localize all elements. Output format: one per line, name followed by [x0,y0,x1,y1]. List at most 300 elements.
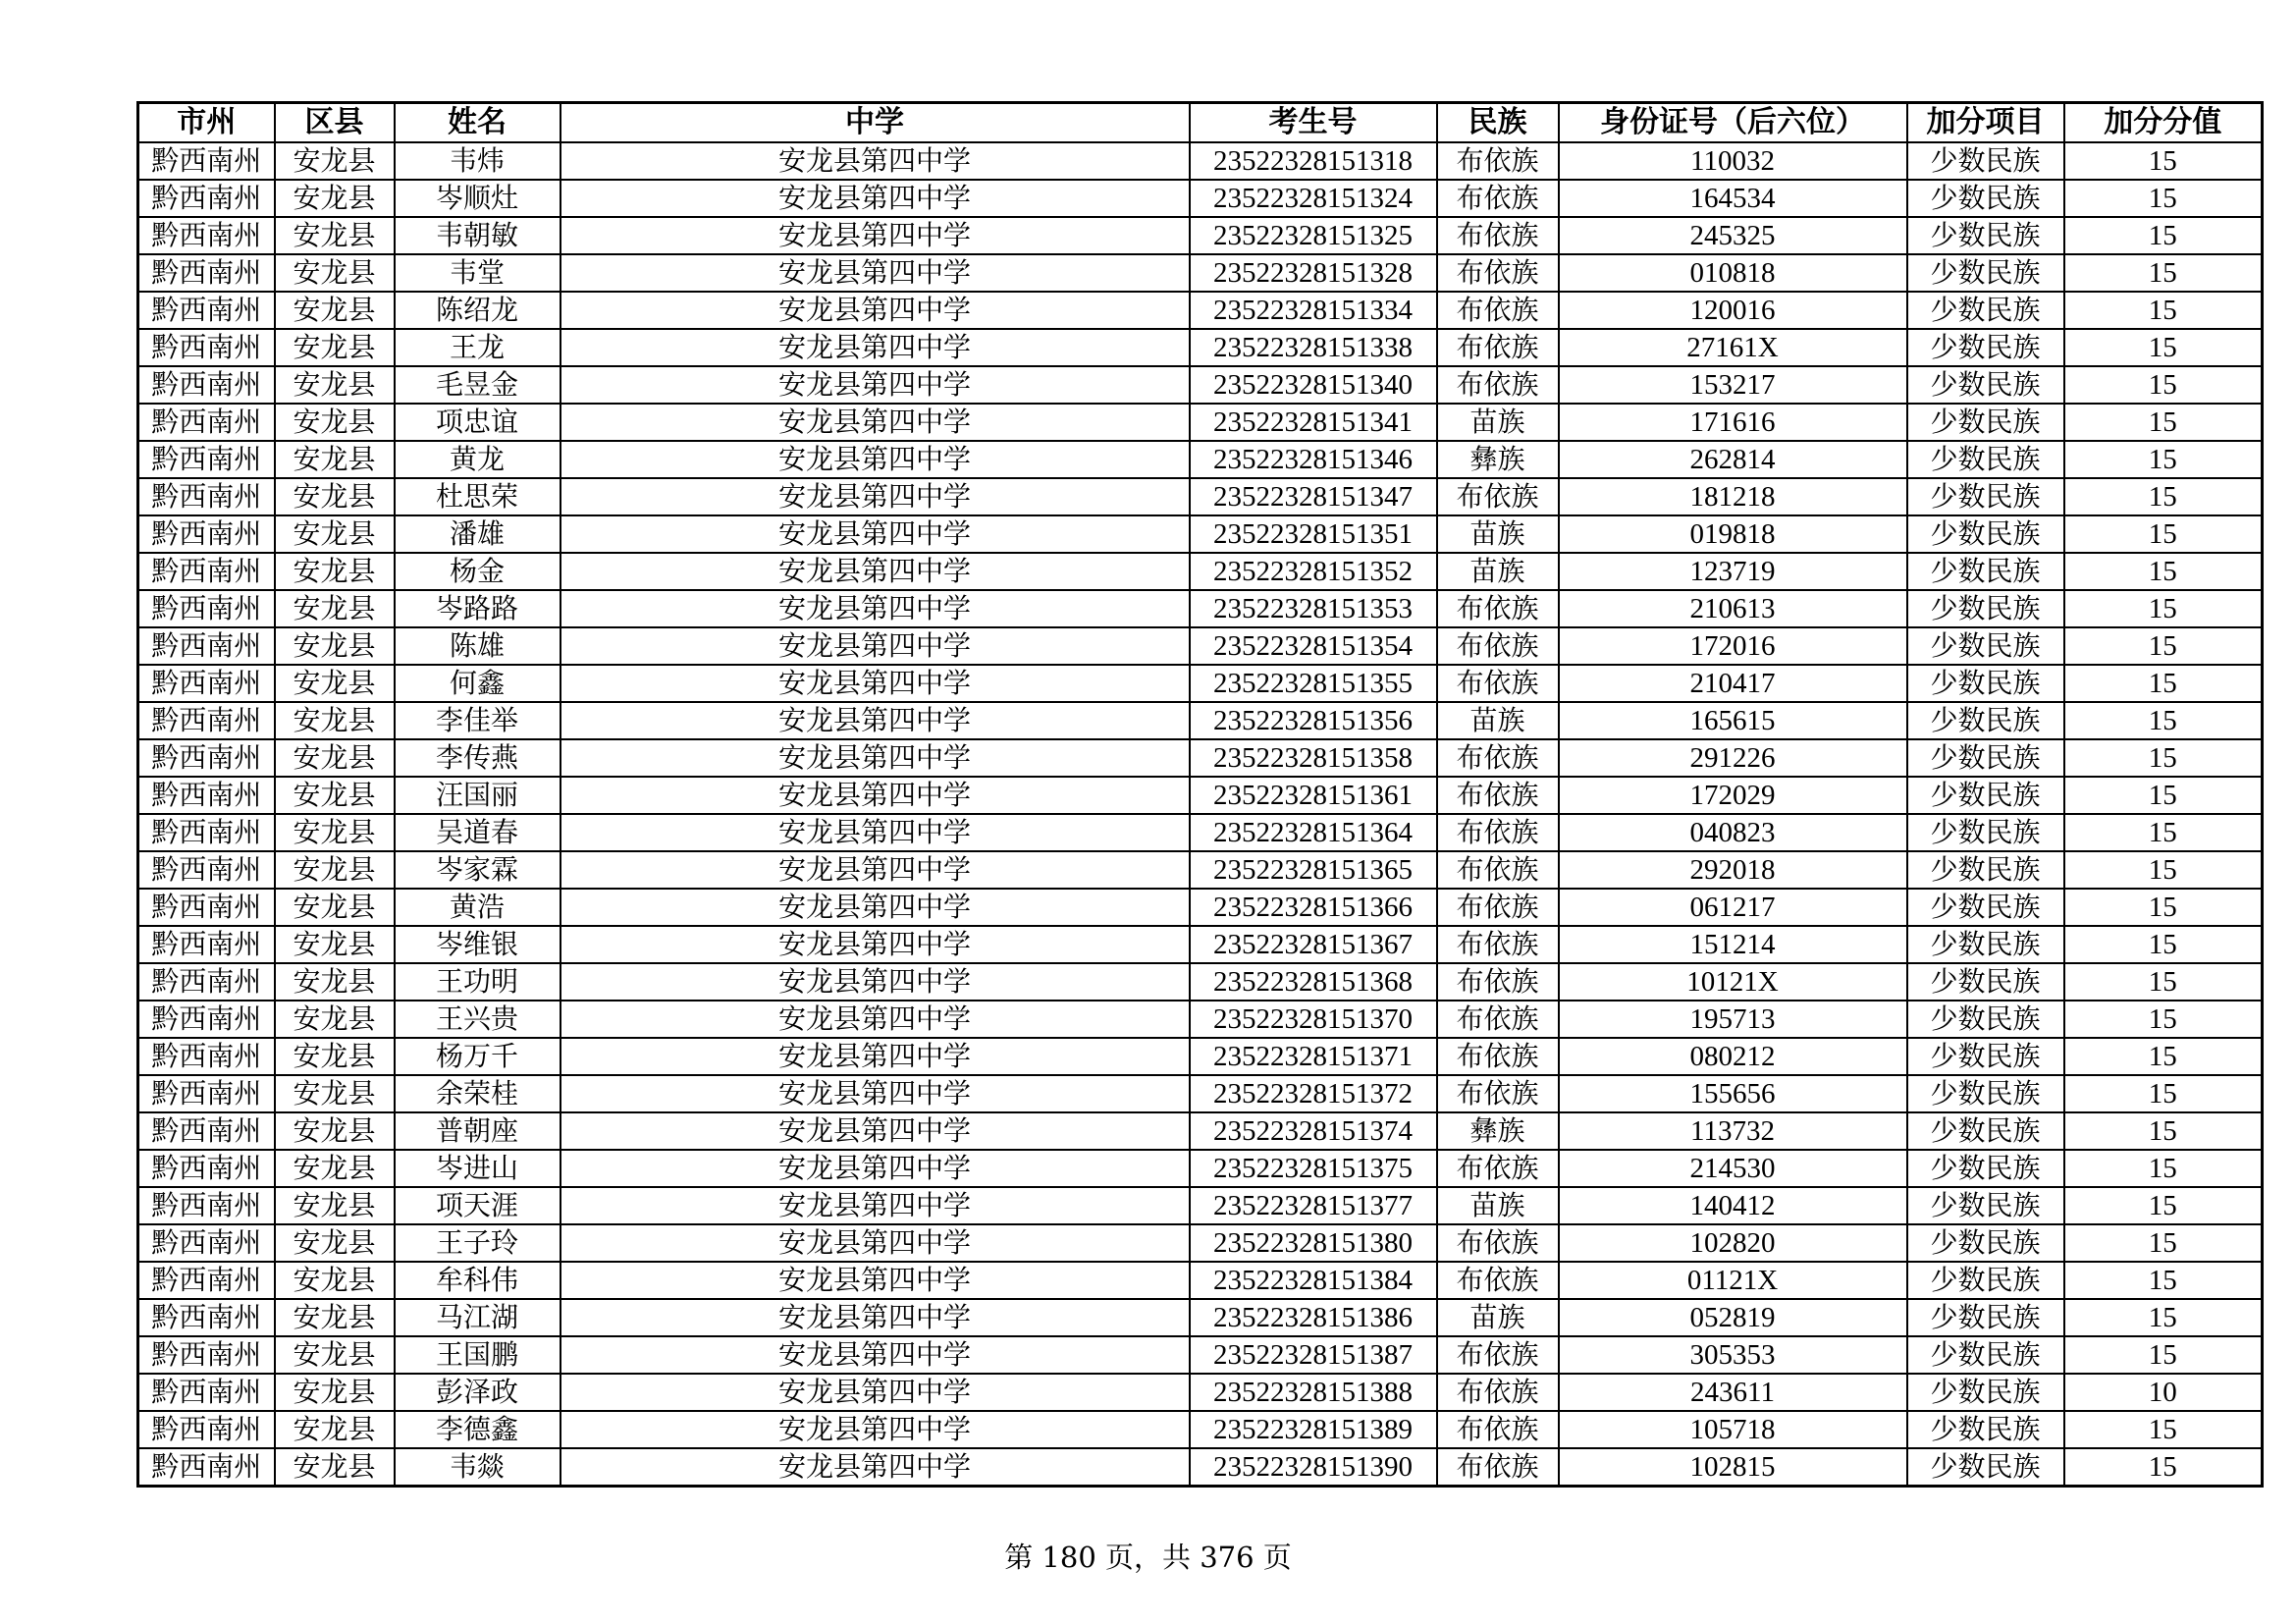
cell-county: 安龙县 [275,1299,395,1336]
cell-city: 黔西南州 [138,851,275,889]
cell-city: 黔西南州 [138,1224,275,1262]
cell-bonus-item: 少数民族 [1907,254,2064,292]
cell-ethnicity: 布依族 [1437,1262,1559,1299]
cell-bonus-points: 15 [2064,292,2263,329]
cell-school: 安龙县第四中学 [561,404,1190,441]
table-row [138,1038,2263,1075]
cell-id-last-six: 140412 [1559,1187,1907,1224]
cell-school: 安龙县第四中学 [561,1448,1190,1487]
cell-county: 安龙县 [275,1374,395,1411]
cell-ethnicity: 布依族 [1437,1448,1559,1487]
table-row [138,441,2263,478]
table-row [138,1336,2263,1374]
cell-exam-number: 23522328151338 [1190,329,1437,366]
cell-id-last-six: 165615 [1559,702,1907,739]
cell-city: 黔西南州 [138,1374,275,1411]
cell-exam-number: 23522328151318 [1190,142,1437,180]
cell-id-last-six: 27161X [1559,329,1907,366]
cell-bonus-points: 15 [2064,553,2263,590]
cell-bonus-item: 少数民族 [1907,292,2064,329]
cell-exam-number: 23522328151386 [1190,1299,1437,1336]
cell-bonus-item: 少数民族 [1907,590,2064,627]
cell-exam-number: 23522328151375 [1190,1150,1437,1187]
cell-exam-number: 23522328151384 [1190,1262,1437,1299]
cell-city: 黔西南州 [138,515,275,553]
cell-exam-number: 23522328151353 [1190,590,1437,627]
cell-county: 安龙县 [275,478,395,515]
cell-county: 安龙县 [275,1411,395,1448]
cell-bonus-points: 15 [2064,180,2263,217]
table-row [138,1224,2263,1262]
cell-ethnicity: 布依族 [1437,142,1559,180]
cell-county: 安龙县 [275,553,395,590]
cell-bonus-points: 15 [2064,777,2263,814]
column-header-city: 市州 [138,103,275,143]
cell-exam-number: 23522328151364 [1190,814,1437,851]
cell-county: 安龙县 [275,515,395,553]
cell-name: 汪国丽 [395,777,561,814]
cell-bonus-item: 少数民族 [1907,1001,2064,1038]
cell-bonus-item: 少数民族 [1907,665,2064,702]
cell-county: 安龙县 [275,1001,395,1038]
cell-name: 岑顺灶 [395,180,561,217]
cell-id-last-six: 080212 [1559,1038,1907,1075]
cell-exam-number: 23522328151380 [1190,1224,1437,1262]
cell-ethnicity: 布依族 [1437,851,1559,889]
cell-bonus-points: 15 [2064,404,2263,441]
cell-school: 安龙县第四中学 [561,142,1190,180]
cell-id-last-six: 245325 [1559,217,1907,254]
table-row [138,1262,2263,1299]
cell-id-last-six: 195713 [1559,1001,1907,1038]
cell-school: 安龙县第四中学 [561,1374,1190,1411]
cell-bonus-points: 15 [2064,1411,2263,1448]
cell-ethnicity: 布依族 [1437,254,1559,292]
cell-name: 李佳举 [395,702,561,739]
cell-ethnicity: 布依族 [1437,1001,1559,1038]
cell-school: 安龙县第四中学 [561,1038,1190,1075]
cell-ethnicity: 布依族 [1437,777,1559,814]
cell-city: 黔西南州 [138,739,275,777]
cell-city: 黔西南州 [138,1187,275,1224]
cell-bonus-item: 少数民族 [1907,1224,2064,1262]
cell-id-last-six: 102815 [1559,1448,1907,1487]
cell-bonus-points: 15 [2064,1150,2263,1187]
cell-ethnicity: 布依族 [1437,627,1559,665]
cell-ethnicity: 布依族 [1437,217,1559,254]
cell-ethnicity: 布依族 [1437,366,1559,404]
cell-ethnicity: 布依族 [1437,1150,1559,1187]
cell-bonus-points: 15 [2064,329,2263,366]
cell-county: 安龙县 [275,1075,395,1112]
cell-school: 安龙县第四中学 [561,1224,1190,1262]
cell-school: 安龙县第四中学 [561,814,1190,851]
cell-city: 黔西南州 [138,366,275,404]
table-row [138,1001,2263,1038]
cell-ethnicity: 彝族 [1437,441,1559,478]
column-header-bonus-points: 加分分值 [2064,103,2263,143]
cell-city: 黔西南州 [138,1448,275,1487]
cell-county: 安龙县 [275,329,395,366]
cell-name: 彭泽政 [395,1374,561,1411]
cell-bonus-points: 15 [2064,739,2263,777]
cell-bonus-points: 15 [2064,1299,2263,1336]
cell-bonus-points: 15 [2064,1112,2263,1150]
cell-name: 陈绍龙 [395,292,561,329]
cell-school: 安龙县第四中学 [561,329,1190,366]
cell-name: 项天涯 [395,1187,561,1224]
cell-id-last-six: 171616 [1559,404,1907,441]
cell-bonus-points: 10 [2064,1374,2263,1411]
cell-id-last-six: 164534 [1559,180,1907,217]
cell-id-last-six: 120016 [1559,292,1907,329]
cell-name: 岑路路 [395,590,561,627]
cell-name: 王兴贵 [395,1001,561,1038]
column-header-id-last-six: 身份证号（后六位） [1559,103,1907,143]
cell-bonus-item: 少数民族 [1907,1448,2064,1487]
cell-bonus-points: 15 [2064,1038,2263,1075]
cell-bonus-item: 少数民族 [1907,478,2064,515]
cell-county: 安龙县 [275,254,395,292]
cell-bonus-item: 少数民族 [1907,1038,2064,1075]
cell-county: 安龙县 [275,180,395,217]
cell-name: 牟科伟 [395,1262,561,1299]
cell-id-last-six: 305353 [1559,1336,1907,1374]
cell-city: 黔西南州 [138,1336,275,1374]
column-header-exam-number: 考生号 [1190,103,1437,143]
cell-school: 安龙县第四中学 [561,180,1190,217]
cell-bonus-points: 15 [2064,926,2263,963]
cell-name: 李传燕 [395,739,561,777]
cell-id-last-six: 172029 [1559,777,1907,814]
cell-id-last-six: 210613 [1559,590,1907,627]
table-row [138,1075,2263,1112]
cell-id-last-six: 040823 [1559,814,1907,851]
column-header-county: 区县 [275,103,395,143]
table-row [138,702,2263,739]
cell-exam-number: 23522328151325 [1190,217,1437,254]
cell-bonus-item: 少数民族 [1907,739,2064,777]
cell-school: 安龙县第四中学 [561,553,1190,590]
cell-city: 黔西南州 [138,553,275,590]
cell-id-last-six: 01121X [1559,1262,1907,1299]
cell-exam-number: 23522328151334 [1190,292,1437,329]
cell-school: 安龙县第四中学 [561,590,1190,627]
table-row [138,926,2263,963]
cell-county: 安龙县 [275,142,395,180]
cell-county: 安龙县 [275,851,395,889]
cell-exam-number: 23522328151356 [1190,702,1437,739]
bonus-points-table [136,101,2264,1488]
column-header-name: 姓名 [395,103,561,143]
cell-bonus-points: 15 [2064,1224,2263,1262]
cell-exam-number: 23522328151346 [1190,441,1437,478]
cell-name: 黄龙 [395,441,561,478]
page-number-footer: 第 180 页，共 376 页 [1004,1541,1292,1574]
cell-city: 黔西南州 [138,217,275,254]
cell-bonus-item: 少数民族 [1907,366,2064,404]
cell-exam-number: 23522328151347 [1190,478,1437,515]
cell-id-last-six: 113732 [1559,1112,1907,1150]
cell-name: 杜思荣 [395,478,561,515]
cell-bonus-item: 少数民族 [1907,1187,2064,1224]
cell-name: 王功明 [395,963,561,1001]
cell-school: 安龙县第四中学 [561,1001,1190,1038]
cell-city: 黔西南州 [138,329,275,366]
cell-exam-number: 23522328151367 [1190,926,1437,963]
cell-ethnicity: 布依族 [1437,1411,1559,1448]
cell-ethnicity: 苗族 [1437,702,1559,739]
cell-name: 马江湖 [395,1299,561,1336]
cell-county: 安龙县 [275,292,395,329]
cell-id-last-six: 210417 [1559,665,1907,702]
cell-school: 安龙县第四中学 [561,1262,1190,1299]
table-row [138,180,2263,217]
cell-name: 项忠谊 [395,404,561,441]
cell-county: 安龙县 [275,702,395,739]
cell-ethnicity: 布依族 [1437,814,1559,851]
cell-exam-number: 23522328151354 [1190,627,1437,665]
cell-ethnicity: 布依族 [1437,1374,1559,1411]
cell-school: 安龙县第四中学 [561,665,1190,702]
cell-city: 黔西南州 [138,702,275,739]
cell-name: 杨金 [395,553,561,590]
cell-ethnicity: 布依族 [1437,665,1559,702]
cell-name: 韦炜 [395,142,561,180]
cell-id-last-six: 019818 [1559,515,1907,553]
cell-bonus-points: 15 [2064,1336,2263,1374]
cell-city: 黔西南州 [138,590,275,627]
cell-bonus-item: 少数民族 [1907,1262,2064,1299]
cell-county: 安龙县 [275,926,395,963]
cell-county: 安龙县 [275,590,395,627]
table-row [138,963,2263,1001]
table-row [138,1112,2263,1150]
table-header-row [138,103,2263,143]
cell-bonus-points: 15 [2064,441,2263,478]
cell-exam-number: 23522328151340 [1190,366,1437,404]
cell-name: 杨万千 [395,1038,561,1075]
cell-county: 安龙县 [275,366,395,404]
cell-county: 安龙县 [275,665,395,702]
table-row [138,814,2263,851]
cell-bonus-item: 少数民族 [1907,1336,2064,1374]
table-row [138,889,2263,926]
cell-name: 余荣桂 [395,1075,561,1112]
table-row [138,217,2263,254]
cell-bonus-item: 少数民族 [1907,553,2064,590]
cell-ethnicity: 苗族 [1437,1299,1559,1336]
cell-bonus-points: 15 [2064,590,2263,627]
column-header-school: 中学 [561,103,1190,143]
table-row [138,404,2263,441]
cell-county: 安龙县 [275,814,395,851]
cell-bonus-item: 少数民族 [1907,889,2064,926]
cell-name: 毛昱金 [395,366,561,404]
cell-name: 岑进山 [395,1150,561,1187]
cell-exam-number: 23522328151388 [1190,1374,1437,1411]
cell-county: 安龙县 [275,963,395,1001]
cell-bonus-item: 少数民族 [1907,441,2064,478]
cell-school: 安龙县第四中学 [561,478,1190,515]
cell-county: 安龙县 [275,404,395,441]
cell-school: 安龙县第四中学 [561,441,1190,478]
cell-exam-number: 23522328151358 [1190,739,1437,777]
cell-name: 韦朝敏 [395,217,561,254]
table-row [138,142,2263,180]
cell-school: 安龙县第四中学 [561,1187,1190,1224]
cell-bonus-item: 少数民族 [1907,1411,2064,1448]
cell-county: 安龙县 [275,627,395,665]
cell-exam-number: 23522328151365 [1190,851,1437,889]
table-row [138,553,2263,590]
cell-bonus-item: 少数民族 [1907,963,2064,1001]
cell-id-last-six: 243611 [1559,1374,1907,1411]
cell-ethnicity: 苗族 [1437,1187,1559,1224]
table-row [138,329,2263,366]
cell-id-last-six: 172016 [1559,627,1907,665]
cell-bonus-points: 15 [2064,478,2263,515]
cell-name: 黄浩 [395,889,561,926]
cell-bonus-points: 15 [2064,1075,2263,1112]
cell-bonus-points: 15 [2064,1187,2263,1224]
cell-name: 何鑫 [395,665,561,702]
cell-bonus-points: 15 [2064,1448,2263,1487]
cell-city: 黔西南州 [138,292,275,329]
cell-county: 安龙县 [275,1112,395,1150]
cell-school: 安龙县第四中学 [561,777,1190,814]
cell-id-last-six: 181218 [1559,478,1907,515]
cell-county: 安龙县 [275,1187,395,1224]
cell-ethnicity: 布依族 [1437,329,1559,366]
cell-ethnicity: 布依族 [1437,590,1559,627]
cell-city: 黔西南州 [138,254,275,292]
cell-name: 岑家霖 [395,851,561,889]
cell-county: 安龙县 [275,1150,395,1187]
cell-name: 王子玲 [395,1224,561,1262]
cell-bonus-item: 少数民族 [1907,515,2064,553]
cell-school: 安龙县第四中学 [561,254,1190,292]
table-row [138,1150,2263,1187]
cell-exam-number: 23522328151352 [1190,553,1437,590]
cell-exam-number: 23522328151324 [1190,180,1437,217]
cell-ethnicity: 布依族 [1437,1336,1559,1374]
cell-id-last-six: 151214 [1559,926,1907,963]
cell-city: 黔西南州 [138,1075,275,1112]
cell-exam-number: 23522328151374 [1190,1112,1437,1150]
cell-bonus-points: 15 [2064,515,2263,553]
cell-id-last-six: 061217 [1559,889,1907,926]
cell-id-last-six: 105718 [1559,1411,1907,1448]
cell-city: 黔西南州 [138,1038,275,1075]
column-header-bonus-item: 加分项目 [1907,103,2064,143]
table-row [138,515,2263,553]
cell-school: 安龙县第四中学 [561,926,1190,963]
cell-county: 安龙县 [275,1224,395,1262]
cell-ethnicity: 布依族 [1437,180,1559,217]
cell-name: 潘雄 [395,515,561,553]
cell-name: 吴道春 [395,814,561,851]
cell-city: 黔西南州 [138,404,275,441]
table-row [138,1448,2263,1487]
cell-ethnicity: 苗族 [1437,553,1559,590]
cell-ethnicity: 苗族 [1437,515,1559,553]
table-row [138,254,2263,292]
cell-id-last-six: 153217 [1559,366,1907,404]
table-row [138,478,2263,515]
cell-name: 王龙 [395,329,561,366]
cell-exam-number: 23522328151351 [1190,515,1437,553]
cell-ethnicity: 苗族 [1437,404,1559,441]
table-row [138,590,2263,627]
cell-exam-number: 23522328151390 [1190,1448,1437,1487]
cell-ethnicity: 彝族 [1437,1112,1559,1150]
cell-school: 安龙县第四中学 [561,292,1190,329]
cell-bonus-item: 少数民族 [1907,926,2064,963]
cell-city: 黔西南州 [138,963,275,1001]
table-body [138,142,2263,1487]
cell-id-last-six: 292018 [1559,851,1907,889]
cell-school: 安龙县第四中学 [561,1150,1190,1187]
cell-id-last-six: 214530 [1559,1150,1907,1187]
cell-id-last-six: 102820 [1559,1224,1907,1262]
cell-exam-number: 23522328151361 [1190,777,1437,814]
cell-city: 黔西南州 [138,1411,275,1448]
table-row [138,1374,2263,1411]
cell-name: 岑维银 [395,926,561,963]
cell-bonus-item: 少数民族 [1907,217,2064,254]
cell-bonus-item: 少数民族 [1907,702,2064,739]
cell-exam-number: 23522328151341 [1190,404,1437,441]
cell-county: 安龙县 [275,1336,395,1374]
cell-bonus-item: 少数民族 [1907,142,2064,180]
cell-bonus-points: 15 [2064,142,2263,180]
cell-bonus-item: 少数民族 [1907,814,2064,851]
cell-name: 王国鹏 [395,1336,561,1374]
cell-city: 黔西南州 [138,1299,275,1336]
cell-school: 安龙县第四中学 [561,366,1190,404]
cell-bonus-points: 15 [2064,254,2263,292]
column-header-ethnicity: 民族 [1437,103,1559,143]
cell-bonus-item: 少数民族 [1907,1075,2064,1112]
cell-exam-number: 23522328151366 [1190,889,1437,926]
cell-bonus-item: 少数民族 [1907,1112,2064,1150]
cell-bonus-points: 15 [2064,366,2263,404]
cell-school: 安龙县第四中学 [561,851,1190,889]
cell-exam-number: 23522328151377 [1190,1187,1437,1224]
cell-city: 黔西南州 [138,665,275,702]
cell-name: 陈雄 [395,627,561,665]
cell-name: 韦堂 [395,254,561,292]
cell-bonus-points: 15 [2064,665,2263,702]
table-row [138,292,2263,329]
cell-school: 安龙县第四中学 [561,1299,1190,1336]
cell-bonus-item: 少数民族 [1907,180,2064,217]
cell-bonus-item: 少数民族 [1907,1299,2064,1336]
cell-bonus-item: 少数民族 [1907,329,2064,366]
cell-city: 黔西南州 [138,1112,275,1150]
cell-city: 黔西南州 [138,441,275,478]
cell-county: 安龙县 [275,441,395,478]
cell-school: 安龙县第四中学 [561,1411,1190,1448]
cell-county: 安龙县 [275,739,395,777]
cell-city: 黔西南州 [138,627,275,665]
table-row [138,739,2263,777]
cell-bonus-item: 少数民族 [1907,851,2064,889]
cell-exam-number: 23522328151389 [1190,1411,1437,1448]
cell-bonus-points: 15 [2064,851,2263,889]
cell-school: 安龙县第四中学 [561,963,1190,1001]
